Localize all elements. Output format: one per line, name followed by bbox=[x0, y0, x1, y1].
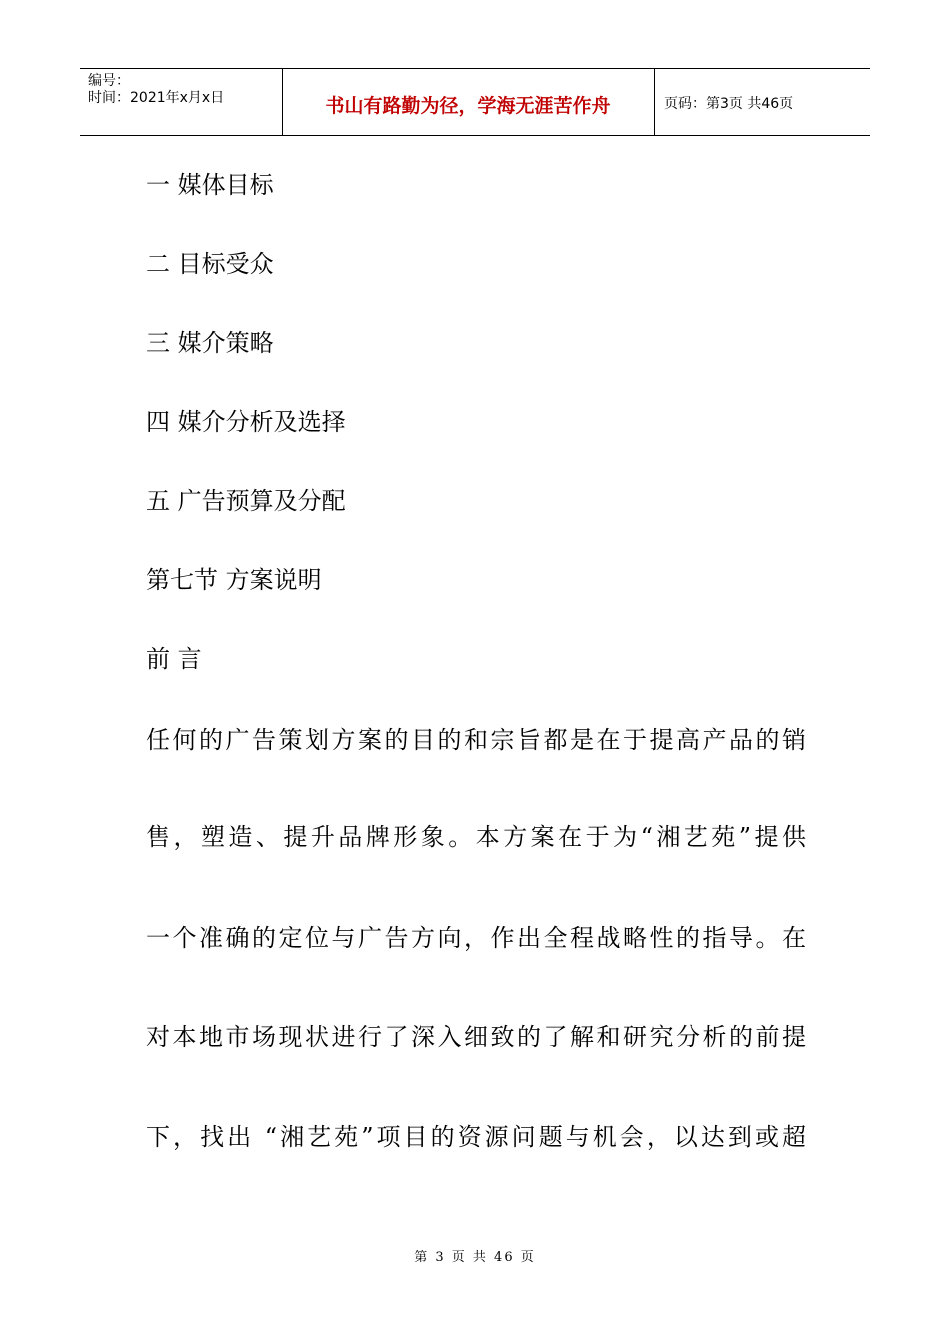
body-line-4: 对本地市场现状进行了深入细致的了解和研究分析的前提 bbox=[146, 1023, 806, 1051]
header-divider-right bbox=[654, 69, 655, 136]
outline-item-media-analysis: 四 媒介分析及选择 bbox=[146, 408, 346, 436]
body-line-1: 任何的广告策划方案的目的和宗旨都是在于提高产品的销 bbox=[146, 726, 806, 754]
header-motto: 书山有路勤为径，学海无涯苦作舟 bbox=[325, 95, 611, 117]
document-time-label: 时间：2021年x月x日 bbox=[88, 90, 225, 106]
outline-item-target-audience: 二 目标受众 bbox=[146, 250, 274, 278]
body-line-5: 下，找出 “湘艺苑”项目的资源问题与机会，以达到或超 bbox=[146, 1123, 806, 1151]
outline-item-media-goal: 一 媒体目标 bbox=[146, 171, 274, 199]
document-number-label: 编号： bbox=[88, 73, 130, 89]
body-line-2: 售，塑造、提升品牌形象。本方案在于为“湘艺苑”提供 bbox=[146, 823, 806, 851]
preface-heading: 前 言 bbox=[146, 645, 202, 673]
page-header bbox=[80, 68, 870, 136]
header-meta bbox=[88, 73, 224, 107]
outline-item-media-strategy: 三 媒介策略 bbox=[146, 329, 274, 357]
body-line-3: 一个准确的定位与广告方向，作出全程战略性的指导。在 bbox=[146, 924, 806, 952]
outline-item-ad-budget: 五 广告预算及分配 bbox=[146, 487, 346, 515]
page-footer: 第 3 页 共 46 页 bbox=[414, 1250, 536, 1265]
section-heading: 第七节 方案说明 bbox=[146, 566, 322, 594]
header-page-info: 页码：第3页 共46页 bbox=[664, 96, 794, 112]
